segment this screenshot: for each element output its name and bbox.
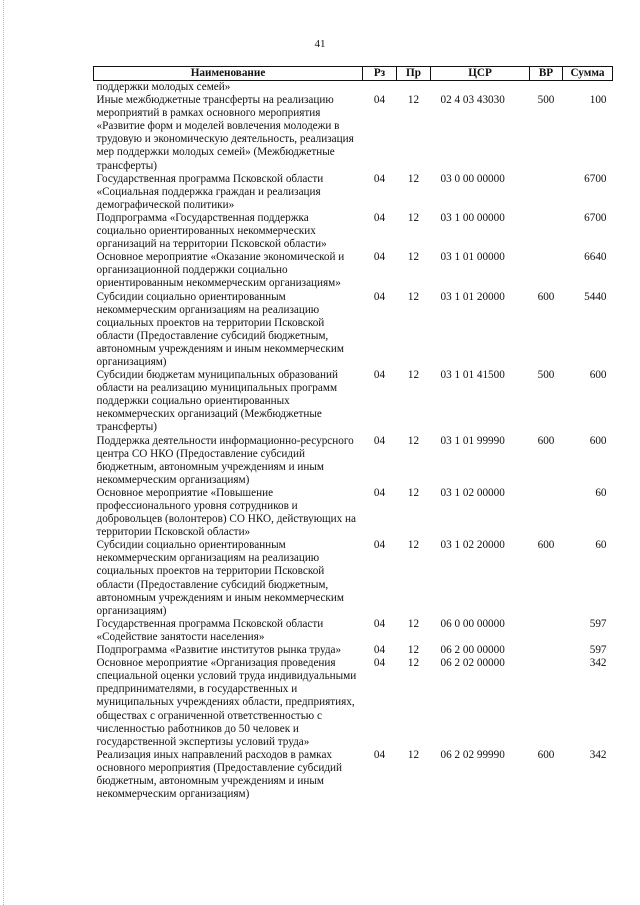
cell-sum: 100: [589, 94, 607, 107]
cell-vr: 600: [537, 539, 555, 552]
cell-pr: 12: [407, 172, 420, 185]
cell-csr: 03 1 02 20000: [440, 539, 505, 552]
cell-vr: [530, 212, 563, 251]
header-sum: Сумма: [563, 67, 613, 81]
cell-vr: [530, 618, 563, 644]
cell-csr: 03 1 01 41500: [440, 369, 505, 382]
cell-sum: 342: [589, 657, 607, 670]
table-row: [94, 291, 613, 370]
cell-name: Государственная программа Псковской области «Социальная поддержка граждан и реализация демографической политики»: [96, 172, 324, 211]
table-row: [94, 251, 613, 290]
cell-csr: 06 2 02 00000: [440, 657, 505, 670]
header-name: Наименование: [94, 67, 363, 81]
cell-name: Государственная программа Псковской области «Содействие занятости населения»: [96, 617, 324, 643]
cell-pr: 12: [407, 486, 420, 499]
cell-vr: [530, 644, 563, 657]
cell-csr: 06 2 00 00000: [440, 644, 505, 657]
cell-pr: 12: [407, 251, 420, 264]
cell-pr: 12: [407, 617, 420, 630]
cell-vr: [530, 81, 563, 95]
cell-rz: 04: [373, 251, 386, 264]
cell-rz: 04: [373, 369, 386, 382]
cell-pr: 12: [407, 539, 420, 552]
cell-sum: 6640: [584, 251, 607, 264]
cell-pr: [397, 81, 431, 95]
page-number: 41: [314, 38, 326, 50]
table-row: [94, 539, 613, 618]
cell-rz: 04: [373, 290, 386, 303]
cell-rz: 04: [373, 617, 386, 630]
cell-sum: 60: [595, 486, 607, 499]
header-vr: ВР: [530, 67, 563, 81]
cell-rz: 04: [373, 644, 386, 657]
cell-rz: 04: [373, 748, 386, 761]
table-row: [94, 618, 613, 644]
cell-pr: 12: [407, 369, 420, 382]
cell-rz: 04: [373, 434, 386, 447]
cell-pr: 12: [407, 644, 420, 657]
cell-pr: 12: [407, 290, 420, 303]
cell-vr: 500: [537, 94, 555, 107]
table-row: [94, 81, 613, 95]
header-pr: Пр: [397, 67, 431, 81]
cell-name: поддержки молодых семей»: [96, 81, 231, 93]
cell-name: Субсидии социально ориентированным некоммерческим организациям на реализацию социальных проектов на территории Псковской области (Предоставление субсидий бюджетным, автономным учреждениям и иным некоммерческим организациям): [96, 290, 344, 368]
cell-csr: 03 1 01 00000: [440, 251, 505, 264]
cell-sum: 5440: [584, 290, 607, 303]
cell-vr: 500: [537, 369, 555, 382]
cell-name: Подпрограмма «Развитие институтов рынка труда»: [96, 644, 342, 657]
cell-vr: [530, 173, 563, 212]
table-header-row: [94, 67, 613, 81]
cell-vr: 600: [537, 748, 555, 761]
table-row: [94, 749, 613, 801]
cell-pr: 12: [407, 94, 420, 107]
cell-csr: 03 1 00 00000: [440, 211, 505, 224]
cell-csr: 03 1 01 20000: [440, 290, 505, 303]
cell-sum: 597: [589, 617, 607, 630]
table-row: [94, 657, 613, 749]
cell-rz: 04: [373, 657, 386, 670]
cell-name: Субсидии социально ориентированным некоммерческим организациям на реализацию социальных проектов на территории Псковской области (Предоставление субсидий бюджетным, автономным учреждениям и иным некоммерческим организациям): [96, 539, 344, 617]
cell-csr: 02 4 03 43030: [440, 94, 505, 107]
cell-name: Реализация иных направлений расходов в рамках основного мероприятия (Предоставление субсидий бюджетным, автономным учреждениям и иным некоммерческим организациям): [96, 748, 342, 801]
table-row: [94, 173, 613, 212]
table-row: [94, 94, 613, 173]
table-row: [94, 435, 613, 487]
cell-csr: 03 0 00 00000: [440, 172, 505, 185]
cell-pr: 12: [407, 434, 420, 447]
cell-sum: [563, 81, 613, 95]
cell-rz: 04: [373, 172, 386, 185]
cell-csr: 03 1 02 00000: [440, 486, 505, 499]
table-row: [94, 644, 613, 657]
cell-sum: 600: [589, 434, 607, 447]
cell-name: Основное мероприятие «Оказание экономической и организационной поддержки социально ориентированным некоммерческим организациям»: [96, 251, 345, 290]
cell-vr: [530, 487, 563, 539]
cell-rz: 04: [373, 539, 386, 552]
cell-name: Иные межбюджетные трансферты на реализацию мероприятий в рамках основного мероприятия «Развитие форм и моделей вовлечения молодежи в трудовую и экономическую деятельность, реализация мер поддержки молодых семей» (Межбюджетные трансферты): [96, 94, 354, 172]
cell-sum: 6700: [584, 211, 607, 224]
cell-name: Основное мероприятие «Повышение профессионального уровня сотрудников и добровольцев (волонтеров) СО НКО, действующих на территории Псковской области»: [96, 486, 356, 539]
cell-pr: 12: [407, 211, 420, 224]
cell-rz: 04: [373, 486, 386, 499]
cell-name: Основное мероприятие «Организация проведения специальной оценки условий труда индивидуальными предпринимателями, в государственных и муниципальных учреждениях области, предприятиях, обществах с ограниченной ответственностью с численностью работников до 50 человек и государственной экспертизы условий труда»: [96, 657, 357, 748]
cell-csr: 03 1 01 99990: [440, 434, 505, 447]
cell-csr: 06 0 00 00000: [440, 617, 505, 630]
table-row: [94, 487, 613, 539]
cell-vr: [530, 657, 563, 749]
cell-vr: 600: [537, 290, 555, 303]
cell-rz: [363, 81, 397, 95]
cell-rz: 04: [373, 211, 386, 224]
cell-pr: 12: [407, 657, 420, 670]
cell-rz: 04: [373, 94, 386, 107]
cell-pr: 12: [407, 748, 420, 761]
cell-sum: 6700: [584, 172, 607, 185]
cell-csr: [431, 81, 530, 95]
cell-sum: 600: [589, 369, 607, 382]
cell-name: Поддержка деятельности информационно-ресурсного центра СО НКО (Предоставление субсидий бюджетным, автономным учреждениям и иным некоммерческим организациям): [96, 434, 354, 486]
cell-name: Подпрограмма «Государственная поддержка социально ориентированных некоммерческих организаций на территории Псковской области»: [96, 211, 327, 251]
table-body: [94, 81, 613, 802]
table-row: [94, 369, 613, 434]
cell-vr: [530, 251, 563, 290]
cell-sum: 342: [589, 748, 607, 761]
cell-sum: 597: [589, 644, 607, 657]
header-rz: Рз: [363, 67, 397, 81]
cell-name: Субсидии бюджетам муниципальных образований области на реализацию муниципальных программ поддержки социально ориентированных некоммерческих организаций (Межбюджетные трансферты): [96, 369, 338, 434]
budget-table: [93, 66, 613, 801]
scan-edge: [3, 0, 5, 905]
cell-csr: 06 2 02 99990: [440, 748, 505, 761]
cell-vr: 600: [537, 434, 555, 447]
table-row: [94, 212, 613, 251]
cell-sum: 60: [595, 539, 607, 552]
header-csr: ЦСР: [431, 67, 530, 81]
